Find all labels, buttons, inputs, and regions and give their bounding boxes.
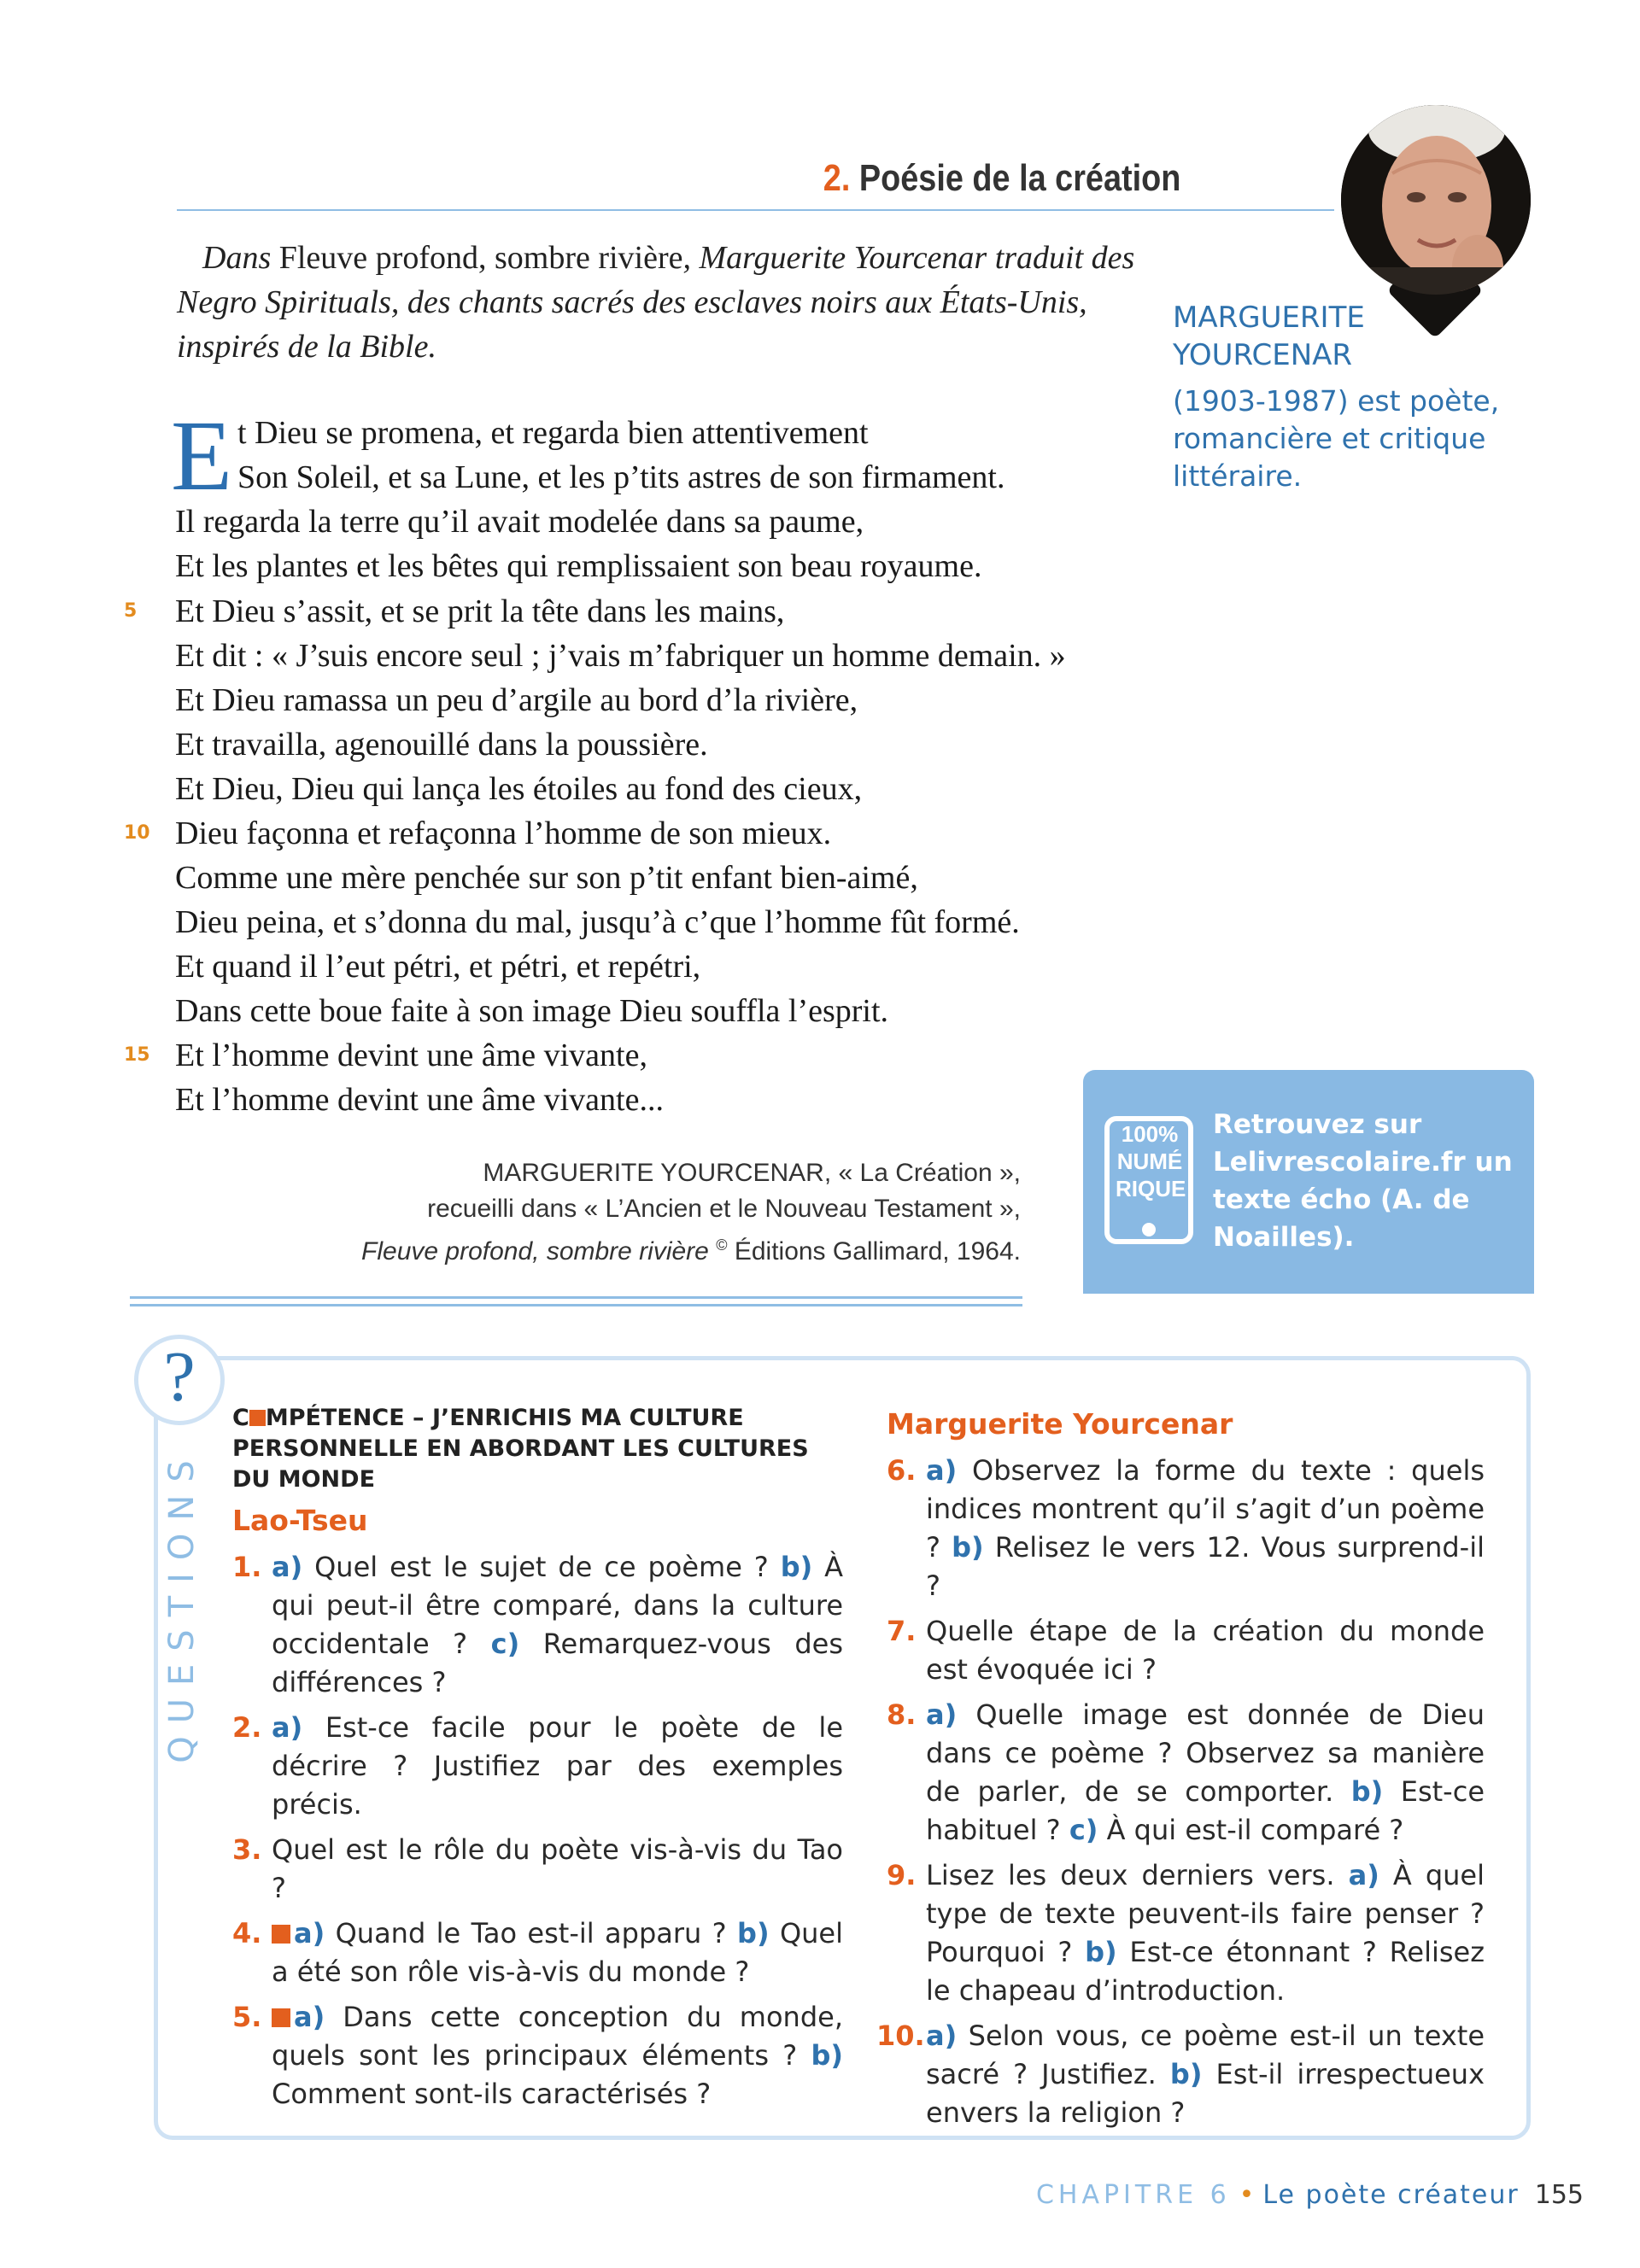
question-6: 6. a) Observez la forme du texte : quels indices montrent qu’il s’agit d’un poème ? b) Relisez le vers 12. Vous surprend-il ? bbox=[887, 1452, 1485, 1605]
competence-text: MPÉTENCE – J’ENRICHIS MA CULTURE PERSONNELLE EN ABORDANT LES CULTURES DU MONDE bbox=[232, 1405, 809, 1493]
question-1: 1. a) Quel est le sujet de ce poème ? b) À qui peut-il être comparé, dans la culture occidentale ? c) Remarquez-vous des différences ? bbox=[232, 1548, 843, 1702]
question-number: 10. bbox=[876, 2020, 925, 2052]
heading-rule bbox=[177, 209, 1334, 211]
question-2: 2. a) Est-ce facile pour le poète de le décrire ? Justifiez par des exemples précis. bbox=[232, 1709, 843, 1824]
question-mark-icon: ? bbox=[163, 1337, 196, 1417]
poem-line: Et les plantes et les bêtes qui remplissaient son beau royaume. bbox=[175, 548, 982, 584]
poem-line: Et dit : « J’suis encore seul ; j’vais m’fabriquer un homme demain. » bbox=[175, 638, 1066, 674]
question-number: 3. bbox=[232, 1833, 262, 1866]
questions-right-column bbox=[876, 1399, 1485, 2132]
divider-rule bbox=[130, 1304, 1022, 1306]
line-number: 10 bbox=[124, 822, 150, 844]
section-number: 2. bbox=[823, 157, 851, 199]
poem-line: Dieu façonna et refaçonna l’homme de son mieux. bbox=[175, 815, 832, 851]
line-number: 15 bbox=[124, 1044, 150, 1066]
poem-line: Et Dieu, Dieu qui lança les étoiles au fond des cieux, bbox=[175, 771, 863, 807]
author-portrait bbox=[1341, 105, 1531, 295]
poem-line: Et Dieu s’assit, et se prit la tête dans les mains, bbox=[175, 593, 785, 629]
orange-square-icon bbox=[272, 2008, 290, 2027]
question-8: 8. a) Quelle image est donnée de Dieu dans ce poème ? Observez sa manière de parler, de se comporter. b) Est-ce habituel ? c) À qui est-il comparé ? bbox=[887, 1696, 1485, 1850]
citation-publisher: Éditions Gallimard, 1964. bbox=[734, 1237, 1021, 1266]
question-number: 1. bbox=[232, 1551, 262, 1583]
poem-line: Son Soleil, et sa Lune, et les p’tits astres de son firmament. bbox=[237, 459, 1005, 495]
question-number: 5. bbox=[232, 2001, 262, 2033]
question-10: 10. a) Selon vous, ce poème est-il un texte sacré ? Justifiez. b) Est-il irrespectueux envers la religion ? bbox=[887, 2017, 1485, 2132]
question-number: 7. bbox=[887, 1615, 917, 1647]
orange-square-icon bbox=[272, 1925, 290, 1944]
intro-paragraph bbox=[177, 236, 1142, 369]
questions-vertical-label: QUESTIONS bbox=[162, 1447, 202, 1763]
intro-dans: Dans bbox=[202, 240, 272, 276]
drop-cap: E bbox=[171, 400, 233, 511]
question-7: 7. Quelle étape de la création du monde est évoquée ici ? bbox=[887, 1612, 1485, 1689]
intro-work-title: Fleuve profond, sombre rivière bbox=[278, 240, 683, 276]
author-bio: (1903-1987) est poète, romancière et critique littéraire. bbox=[1173, 384, 1500, 493]
copyright-mark: © bbox=[716, 1236, 728, 1254]
footer-bullet: • bbox=[1239, 2180, 1255, 2210]
orange-square-icon bbox=[249, 1410, 266, 1426]
author-name bbox=[1173, 299, 1514, 374]
digital-badge-line2: NUMÉ bbox=[1116, 1149, 1183, 1174]
question-number: 8. bbox=[887, 1698, 917, 1731]
digital-badge-line1: 100% bbox=[1121, 1121, 1179, 1147]
question-5: 5. a) Dans cette conception du monde, quels sont les principaux éléments ? b) Comment sont-ils caractérisés ? bbox=[232, 1998, 843, 2113]
page-number: 155 bbox=[1534, 2180, 1584, 2210]
question-number: 6. bbox=[887, 1454, 917, 1487]
poem-line: Et l’homme devint une âme vivante... bbox=[175, 1082, 664, 1118]
question-4: 4. a) Quand le Tao est-il apparu ? b) Quel a été son rôle vis-à-vis du monde ? bbox=[232, 1914, 843, 1991]
page-footer bbox=[1036, 2180, 1584, 2210]
digital-badge-line3: RIQUE bbox=[1116, 1176, 1186, 1201]
poem-line: Dans cette boue faite à son image Dieu souffla l’esprit. bbox=[175, 993, 889, 1029]
section-title bbox=[823, 157, 1181, 200]
phone-button-icon bbox=[1142, 1223, 1156, 1236]
line-number: 5 bbox=[124, 600, 138, 622]
competence-c: C bbox=[232, 1405, 249, 1431]
poem-line: Et Dieu ramassa un peu d’argile au bord d’la rivière, bbox=[175, 682, 858, 718]
poem-line: Et l’homme devint une âme vivante, bbox=[175, 1038, 647, 1073]
citation-line3 bbox=[361, 1228, 1021, 1269]
poem-line: Comme une mère penchée sur son p’tit enfant bien-aimé, bbox=[175, 860, 918, 896]
poem-line: Il regarda la terre qu’il avait modelée dans sa paume, bbox=[175, 504, 864, 540]
section-title-text: Poésie de la création bbox=[858, 157, 1181, 199]
divider-rule bbox=[130, 1296, 1022, 1299]
question-number: 2. bbox=[232, 1711, 262, 1744]
citation-line2: recueilli dans « L’Ancien et le Nouveau Testament », bbox=[427, 1195, 1021, 1223]
yourcenar-heading: Marguerite Yourcenar bbox=[887, 1407, 1233, 1441]
questions-left-column bbox=[232, 1403, 843, 2113]
question-number: 4. bbox=[232, 1917, 262, 1949]
footer-chapter: CHAPITRE 6 bbox=[1035, 2180, 1231, 2210]
footer-chapter-title: Le poète créateur bbox=[1262, 2180, 1520, 2210]
intro-rest: , Marguerite Yourcenar traduit des Negro Spirituals, des chants sacrés des esclaves noirs aux États-Unis, inspirés de la Bible. bbox=[177, 240, 1135, 365]
author-name-line2: YOURCENAR bbox=[1173, 338, 1353, 372]
poem-line: Et quand il l’eut pétri, et pétri, et repétri, bbox=[175, 949, 701, 985]
question-3: 3. Quel est le rôle du poète vis-à-vis du Tao ? bbox=[232, 1831, 843, 1908]
digital-resource-text[interactable]: Retrouvez sur Lelivrescolaire.fr un texte écho (A. de Noailles). bbox=[1213, 1109, 1513, 1253]
author-name-line1: MARGUERITE bbox=[1173, 301, 1365, 335]
poem-line: Et travailla, agenouillé dans la poussière. bbox=[175, 727, 708, 763]
citation-line1: MARGUERITE YOURCENAR, « La Création », bbox=[483, 1159, 1021, 1187]
question-9: 9. Lisez les deux derniers vers. a) À quel type de texte peuvent-ils faire penser ? Pourquoi ? b) Est-ce étonnant ? Relisez le chapeau d’introduction. bbox=[887, 1856, 1485, 2010]
competence-heading bbox=[232, 1403, 843, 1495]
citation-work: Fleuve profond, sombre rivière bbox=[361, 1237, 709, 1266]
poem-line: t Dieu se promena, et regarda bien attentivement bbox=[237, 415, 869, 451]
poem-line: Dieu peina, et s’donna du mal, jusqu’à c’que l’homme fût formé. bbox=[175, 904, 1020, 940]
question-number: 9. bbox=[887, 1859, 917, 1891]
lao-tseu-heading: Lao-Tseu bbox=[232, 1504, 368, 1537]
